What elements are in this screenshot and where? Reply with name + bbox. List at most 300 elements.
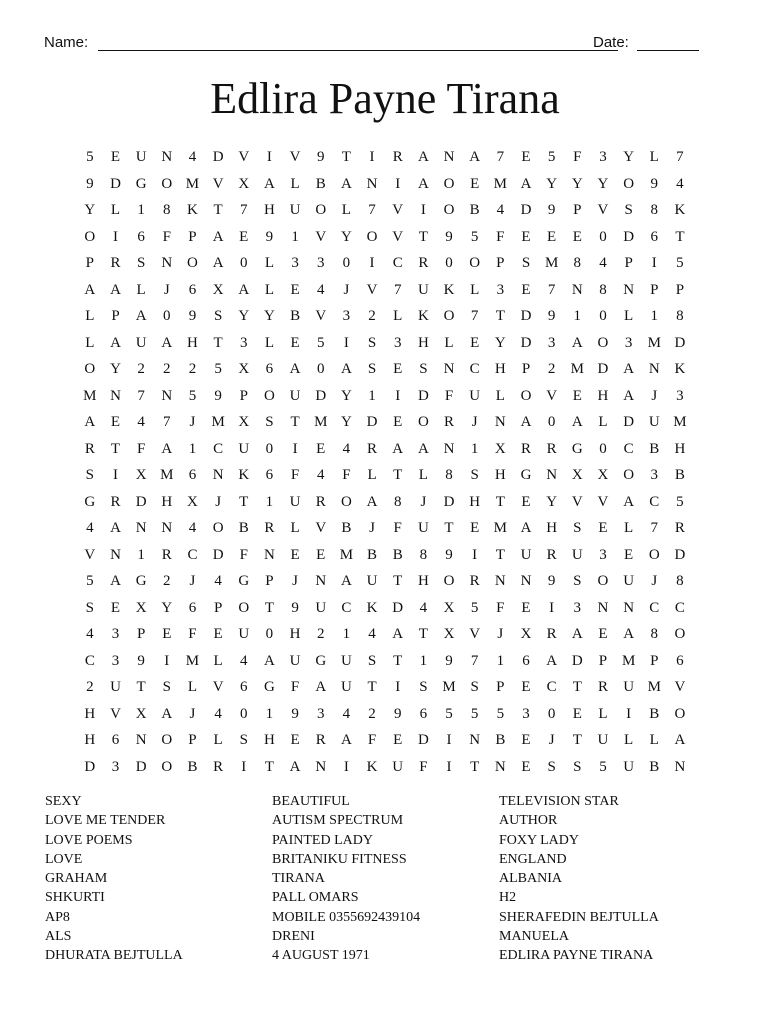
grid-letter[interactable]: 6	[188, 281, 197, 298]
grid-letter[interactable]: 1	[188, 440, 197, 457]
grid-letter[interactable]: A	[520, 175, 532, 192]
grid-letter[interactable]: E	[110, 599, 121, 616]
grid-letter[interactable]: D	[212, 546, 224, 563]
grid-letter[interactable]: V	[289, 149, 301, 165]
grid-letter[interactable]: E	[598, 626, 608, 642]
grid-letter[interactable]: 9	[650, 175, 659, 192]
grid-letter[interactable]: B	[649, 440, 660, 457]
grid-letter[interactable]: J	[548, 732, 555, 748]
grid-letter[interactable]: E	[290, 281, 300, 298]
grid-letter[interactable]: 9	[547, 573, 556, 589]
grid-letter[interactable]: 8	[573, 255, 582, 271]
grid-letter[interactable]: I	[651, 255, 657, 271]
grid-letter[interactable]: Y	[623, 149, 635, 165]
grid-letter[interactable]: 1	[265, 493, 274, 510]
grid-letter[interactable]: 1	[342, 626, 351, 642]
grid-letter[interactable]: 9	[265, 228, 274, 245]
grid-letter[interactable]: X	[238, 175, 250, 192]
grid-letter[interactable]: K	[417, 308, 429, 324]
grid-letter[interactable]: H	[264, 202, 275, 218]
grid-letter[interactable]: V	[84, 546, 96, 563]
grid-letter[interactable]: A	[161, 440, 173, 457]
grid-letter[interactable]: A	[135, 308, 147, 324]
grid-letter[interactable]: 6	[137, 228, 145, 245]
grid-letter[interactable]: J	[292, 573, 298, 589]
grid-letter[interactable]: A	[417, 175, 429, 192]
grid-letter[interactable]: 6	[240, 679, 248, 695]
grid-letter[interactable]: I	[549, 599, 555, 616]
grid-letter[interactable]: X	[443, 599, 455, 616]
grid-letter[interactable]: X	[187, 493, 198, 510]
grid-letter[interactable]: N	[469, 732, 481, 748]
grid-letter[interactable]: 3	[316, 705, 325, 722]
grid-letter[interactable]: V	[597, 202, 609, 218]
grid-letter[interactable]: I	[395, 387, 401, 404]
grid-letter[interactable]: A	[623, 387, 635, 404]
grid-letter[interactable]: L	[290, 520, 300, 536]
grid-letter[interactable]: G	[520, 467, 532, 483]
grid-letter[interactable]: E	[521, 758, 531, 775]
grid-letter[interactable]: V	[674, 679, 686, 695]
grid-letter[interactable]: C	[187, 546, 198, 563]
grid-letter[interactable]: 5	[470, 228, 479, 245]
grid-letter[interactable]: Y	[84, 202, 96, 218]
grid-letter[interactable]: V	[469, 626, 481, 642]
grid-letter[interactable]: 9	[393, 705, 402, 722]
grid-letter[interactable]: U	[238, 440, 250, 457]
grid-letter[interactable]: 5	[316, 334, 325, 351]
grid-letter[interactable]: T	[495, 493, 505, 510]
grid-letter[interactable]: N	[494, 414, 506, 430]
grid-letter[interactable]: I	[626, 705, 632, 722]
grid-letter[interactable]: I	[164, 652, 170, 669]
grid-letter[interactable]: T	[470, 758, 480, 775]
grid-letter[interactable]: K	[238, 467, 250, 483]
grid-letter[interactable]: 9	[547, 308, 556, 324]
name-blank-line[interactable]	[98, 50, 618, 51]
grid-letter[interactable]: E	[290, 732, 300, 748]
grid-letter[interactable]: A	[212, 228, 224, 245]
grid-letter[interactable]: 9	[137, 652, 145, 669]
grid-letter[interactable]: 3	[111, 758, 120, 775]
grid-letter[interactable]: 3	[650, 467, 659, 483]
grid-letter[interactable]: O	[238, 599, 250, 616]
grid-letter[interactable]: 4	[316, 467, 325, 483]
grid-letter[interactable]: J	[651, 573, 658, 589]
grid-letter[interactable]: O	[161, 732, 173, 748]
grid-letter[interactable]: B	[187, 758, 198, 775]
grid-letter[interactable]: A	[520, 414, 532, 430]
grid-letter[interactable]: K	[674, 202, 686, 218]
grid-letter[interactable]: A	[520, 520, 532, 536]
grid-letter[interactable]: U	[289, 202, 301, 218]
grid-letter[interactable]: 1	[265, 705, 274, 722]
grid-letter[interactable]: O	[187, 255, 198, 271]
grid-letter[interactable]: 5	[599, 758, 607, 775]
grid-letter[interactable]: 4	[368, 626, 376, 642]
grid-letter[interactable]: 9	[214, 387, 222, 404]
grid-letter[interactable]: O	[597, 573, 609, 589]
grid-letter[interactable]: A	[392, 440, 404, 457]
grid-letter[interactable]: T	[393, 573, 403, 589]
grid-letter[interactable]: R	[161, 546, 172, 563]
grid-letter[interactable]: H	[597, 387, 609, 404]
grid-letter[interactable]: D	[315, 387, 327, 404]
grid-letter[interactable]: L	[598, 414, 608, 430]
grid-letter[interactable]: 9	[291, 599, 299, 616]
grid-letter[interactable]: A	[84, 414, 96, 430]
grid-letter[interactable]: X	[597, 467, 609, 483]
grid-letter[interactable]: O	[597, 334, 609, 351]
grid-letter[interactable]: U	[623, 573, 635, 589]
grid-letter[interactable]: L	[495, 387, 505, 404]
grid-letter[interactable]: B	[495, 732, 506, 748]
grid-letter[interactable]: C	[341, 599, 352, 616]
grid-letter[interactable]: 8	[676, 573, 684, 589]
grid-letter[interactable]: 4	[214, 705, 222, 722]
grid-letter[interactable]: R	[546, 440, 557, 457]
grid-letter[interactable]: K	[366, 758, 378, 775]
grid-letter[interactable]: 4	[86, 520, 94, 536]
grid-letter[interactable]: N	[623, 281, 635, 298]
grid-letter[interactable]: C	[649, 493, 660, 510]
grid-letter[interactable]: O	[623, 175, 635, 192]
grid-letter[interactable]: E	[316, 440, 326, 457]
grid-letter[interactable]: P	[85, 255, 94, 271]
grid-letter[interactable]: K	[366, 599, 378, 616]
grid-letter[interactable]: T	[213, 334, 223, 351]
grid-letter[interactable]: 3	[316, 255, 325, 271]
grid-letter[interactable]: X	[135, 705, 147, 722]
grid-letter[interactable]: V	[315, 308, 327, 324]
grid-letter[interactable]: D	[110, 175, 121, 192]
grid-letter[interactable]: 6	[188, 467, 197, 483]
grid-letter[interactable]: O	[648, 546, 660, 563]
grid-letter[interactable]: 0	[265, 626, 274, 642]
grid-letter[interactable]: S	[419, 361, 428, 377]
grid-letter[interactable]: J	[163, 281, 170, 298]
grid-letter[interactable]: J	[497, 626, 504, 642]
grid-letter[interactable]: 0	[316, 361, 325, 377]
grid-letter[interactable]: K	[674, 361, 686, 377]
grid-letter[interactable]: M	[185, 652, 200, 669]
grid-letter[interactable]: A	[110, 281, 121, 298]
grid-letter[interactable]: B	[649, 705, 660, 722]
grid-letter[interactable]: 2	[86, 679, 94, 695]
grid-letter[interactable]: D	[520, 334, 532, 351]
grid-letter[interactable]: L	[187, 679, 198, 695]
grid-letter[interactable]: F	[444, 387, 454, 404]
grid-letter[interactable]: 5	[214, 361, 222, 377]
grid-letter[interactable]: D	[520, 308, 532, 324]
grid-letter[interactable]: F	[136, 440, 146, 457]
grid-letter[interactable]: E	[521, 281, 531, 298]
grid-letter[interactable]: P	[624, 255, 633, 271]
grid-letter[interactable]: N	[110, 387, 121, 404]
grid-letter[interactable]: M	[647, 334, 661, 351]
grid-letter[interactable]: N	[264, 546, 275, 563]
grid-letter[interactable]: H	[469, 493, 481, 510]
grid-letter[interactable]: O	[264, 387, 275, 404]
grid-letter[interactable]: S	[624, 202, 633, 218]
grid-letter[interactable]: I	[369, 149, 375, 165]
grid-letter[interactable]: E	[572, 387, 582, 404]
grid-letter[interactable]: T	[675, 228, 685, 245]
grid-letter[interactable]: N	[443, 361, 455, 377]
grid-letter[interactable]: U	[340, 652, 352, 669]
grid-letter[interactable]: U	[135, 334, 147, 351]
grid-letter[interactable]: 6	[188, 599, 197, 616]
grid-letter[interactable]: V	[546, 387, 558, 404]
grid-letter[interactable]: 3	[547, 334, 556, 351]
grid-letter[interactable]: M	[314, 414, 328, 430]
grid-letter[interactable]: O	[520, 387, 532, 404]
grid-letter[interactable]: A	[110, 520, 121, 536]
grid-letter[interactable]: U	[469, 387, 481, 404]
grid-letter[interactable]: E	[521, 493, 531, 510]
grid-letter[interactable]: 7	[650, 520, 659, 536]
grid-letter[interactable]: A	[674, 732, 686, 748]
grid-letter[interactable]: S	[573, 758, 582, 775]
grid-letter[interactable]: E	[598, 520, 608, 536]
grid-letter[interactable]: L	[213, 652, 223, 669]
grid-letter[interactable]: I	[343, 758, 349, 775]
grid-letter[interactable]: Y	[571, 175, 583, 192]
grid-letter[interactable]: 5	[470, 705, 479, 722]
grid-letter[interactable]: T	[495, 546, 505, 563]
grid-letter[interactable]: T	[393, 652, 403, 669]
grid-letter[interactable]: U	[289, 493, 301, 510]
grid-letter[interactable]: K	[443, 281, 455, 298]
grid-letter[interactable]: O	[469, 255, 481, 271]
grid-letter[interactable]: R	[418, 255, 429, 271]
grid-letter[interactable]: R	[444, 414, 455, 430]
grid-letter[interactable]: N	[315, 758, 327, 775]
grid-letter[interactable]: J	[343, 281, 350, 298]
grid-letter[interactable]: A	[264, 652, 275, 669]
grid-letter[interactable]: H	[84, 705, 96, 722]
grid-letter[interactable]: B	[367, 546, 378, 563]
grid-letter[interactable]: U	[392, 758, 404, 775]
grid-letter[interactable]: V	[212, 679, 224, 695]
grid-letter[interactable]: S	[239, 732, 248, 748]
grid-letter[interactable]: N	[212, 467, 224, 483]
grid-letter[interactable]: A	[623, 361, 635, 377]
grid-letter[interactable]: T	[239, 493, 249, 510]
grid-letter[interactable]: L	[341, 202, 351, 218]
grid-letter[interactable]: I	[241, 758, 247, 775]
grid-letter[interactable]: A	[340, 361, 352, 377]
grid-letter[interactable]: S	[265, 414, 274, 430]
grid-letter[interactable]: 6	[676, 652, 684, 669]
grid-letter[interactable]: 8	[445, 467, 453, 483]
grid-letter[interactable]: 4	[240, 652, 248, 669]
grid-letter[interactable]: Y	[546, 493, 558, 510]
grid-letter[interactable]: M	[211, 414, 225, 430]
grid-letter[interactable]: U	[110, 679, 121, 695]
grid-letter[interactable]: 4	[419, 599, 428, 616]
grid-letter[interactable]: E	[470, 175, 480, 192]
grid-letter[interactable]: U	[366, 573, 378, 589]
grid-letter[interactable]: U	[315, 599, 327, 616]
grid-letter[interactable]: M	[673, 414, 687, 430]
grid-letter[interactable]: B	[392, 546, 403, 563]
grid-letter[interactable]: S	[367, 334, 377, 351]
grid-letter[interactable]: 1	[470, 440, 479, 457]
grid-letter[interactable]: E	[290, 546, 300, 563]
grid-letter[interactable]: H	[546, 520, 558, 536]
grid-letter[interactable]: L	[290, 175, 300, 192]
grid-letter[interactable]: A	[289, 758, 301, 775]
grid-letter[interactable]: F	[290, 679, 300, 695]
grid-letter[interactable]: T	[213, 202, 223, 218]
grid-letter[interactable]: D	[366, 414, 378, 430]
grid-letter[interactable]: V	[392, 228, 404, 245]
grid-letter[interactable]: 0	[163, 308, 171, 324]
grid-letter[interactable]: 2	[163, 361, 171, 377]
grid-letter[interactable]: I	[395, 175, 401, 192]
grid-letter[interactable]: O	[674, 626, 686, 642]
grid-letter[interactable]: N	[161, 387, 173, 404]
grid-letter[interactable]: C	[84, 652, 95, 669]
grid-letter[interactable]: X	[443, 626, 455, 642]
grid-letter[interactable]: M	[647, 679, 661, 695]
grid-letter[interactable]: 7	[470, 652, 479, 669]
grid-letter[interactable]: 6	[111, 732, 120, 748]
grid-letter[interactable]: A	[623, 493, 635, 510]
grid-letter[interactable]: A	[571, 626, 583, 642]
grid-letter[interactable]: N	[110, 546, 121, 563]
grid-letter[interactable]: T	[110, 440, 121, 457]
grid-letter[interactable]: D	[84, 758, 96, 775]
grid-letter[interactable]: H	[417, 334, 429, 351]
grid-letter[interactable]: G	[135, 175, 147, 192]
grid-letter[interactable]: 3	[240, 334, 248, 351]
grid-letter[interactable]: A	[417, 149, 429, 165]
grid-letter[interactable]: Y	[161, 599, 173, 616]
grid-letter[interactable]: R	[546, 546, 557, 563]
grid-letter[interactable]: H	[494, 467, 506, 483]
grid-letter[interactable]: N	[443, 149, 455, 165]
grid-letter[interactable]: 0	[599, 440, 607, 457]
grid-letter[interactable]: X	[238, 361, 250, 377]
grid-letter[interactable]: D	[674, 546, 686, 563]
grid-letter[interactable]: X	[238, 414, 250, 430]
grid-letter[interactable]: 7	[163, 414, 171, 430]
grid-letter[interactable]: 9	[445, 546, 453, 563]
grid-letter[interactable]: S	[85, 599, 94, 616]
grid-letter[interactable]: 8	[676, 308, 684, 324]
grid-letter[interactable]: D	[135, 758, 147, 775]
grid-letter[interactable]: Y	[264, 308, 275, 324]
grid-letter[interactable]: M	[621, 652, 636, 669]
grid-letter[interactable]: T	[264, 599, 274, 616]
grid-letter[interactable]: S	[136, 255, 146, 271]
grid-letter[interactable]: L	[264, 281, 274, 298]
grid-letter[interactable]: E	[470, 520, 480, 536]
grid-letter[interactable]: 5	[445, 705, 453, 722]
grid-letter[interactable]: L	[110, 202, 121, 218]
grid-letter[interactable]: L	[649, 149, 659, 165]
grid-letter[interactable]: L	[470, 281, 480, 298]
grid-letter[interactable]: 3	[599, 546, 607, 563]
grid-letter[interactable]: R	[315, 493, 326, 510]
grid-letter[interactable]: R	[367, 440, 378, 457]
grid-letter[interactable]: B	[674, 467, 685, 483]
grid-letter[interactable]: I	[292, 440, 298, 457]
grid-letter[interactable]: Y	[238, 308, 250, 324]
grid-letter[interactable]: I	[112, 228, 118, 245]
grid-letter[interactable]: V	[571, 493, 583, 510]
grid-letter[interactable]: P	[213, 599, 223, 616]
grid-letter[interactable]: N	[161, 149, 173, 165]
grid-letter[interactable]: 0	[240, 705, 248, 722]
grid-letter[interactable]: A	[392, 626, 404, 642]
grid-letter[interactable]: A	[571, 334, 583, 351]
grid-letter[interactable]: 6	[265, 467, 274, 483]
grid-letter[interactable]: 6	[522, 652, 530, 669]
grid-letter[interactable]: 2	[368, 308, 376, 324]
grid-letter[interactable]: O	[366, 228, 378, 245]
grid-letter[interactable]: 0	[547, 705, 556, 722]
grid-letter[interactable]: C	[649, 599, 660, 616]
grid-letter[interactable]: S	[367, 652, 377, 669]
grid-letter[interactable]: U	[571, 546, 583, 563]
grid-letter[interactable]: 2	[547, 361, 556, 377]
grid-letter[interactable]: T	[418, 626, 428, 642]
grid-letter[interactable]: C	[213, 440, 224, 457]
grid-letter[interactable]: 5	[676, 255, 684, 271]
grid-letter[interactable]: A	[366, 493, 378, 510]
grid-letter[interactable]: 8	[650, 626, 659, 642]
grid-letter[interactable]: O	[417, 414, 429, 430]
grid-letter[interactable]: J	[189, 705, 196, 722]
grid-letter[interactable]: 3	[522, 705, 530, 722]
grid-letter[interactable]: D	[212, 149, 224, 165]
grid-letter[interactable]: 5	[547, 149, 556, 165]
grid-letter[interactable]: 8	[393, 493, 402, 510]
grid-letter[interactable]: T	[572, 732, 582, 748]
grid-letter[interactable]: U	[417, 520, 429, 536]
grid-letter[interactable]: Y	[546, 175, 558, 192]
grid-letter[interactable]: 5	[86, 573, 94, 589]
grid-letter[interactable]: H	[264, 732, 275, 748]
grid-letter[interactable]: I	[266, 149, 272, 165]
grid-letter[interactable]: 3	[624, 334, 633, 351]
grid-letter[interactable]: A	[161, 334, 173, 351]
grid-letter[interactable]: L	[624, 308, 634, 324]
grid-letter[interactable]: 4	[214, 573, 222, 589]
grid-letter[interactable]: 1	[419, 652, 428, 669]
grid-letter[interactable]: S	[85, 467, 94, 483]
grid-letter[interactable]: 6	[650, 228, 659, 245]
grid-letter[interactable]: 3	[573, 599, 582, 616]
grid-letter[interactable]: 7	[496, 149, 505, 165]
grid-letter[interactable]: A	[623, 626, 635, 642]
grid-letter[interactable]: 7	[240, 202, 248, 218]
grid-letter[interactable]: 8	[599, 281, 607, 298]
grid-letter[interactable]: B	[649, 758, 660, 775]
grid-letter[interactable]: Y	[597, 175, 609, 192]
grid-letter[interactable]: L	[136, 281, 146, 298]
grid-letter[interactable]: T	[136, 679, 146, 695]
grid-letter[interactable]: F	[496, 599, 505, 616]
grid-letter[interactable]: F	[496, 228, 505, 245]
grid-letter[interactable]: 6	[265, 361, 274, 377]
grid-letter[interactable]: N	[546, 467, 558, 483]
grid-letter[interactable]: K	[187, 202, 198, 218]
grid-letter[interactable]: E	[162, 626, 172, 642]
